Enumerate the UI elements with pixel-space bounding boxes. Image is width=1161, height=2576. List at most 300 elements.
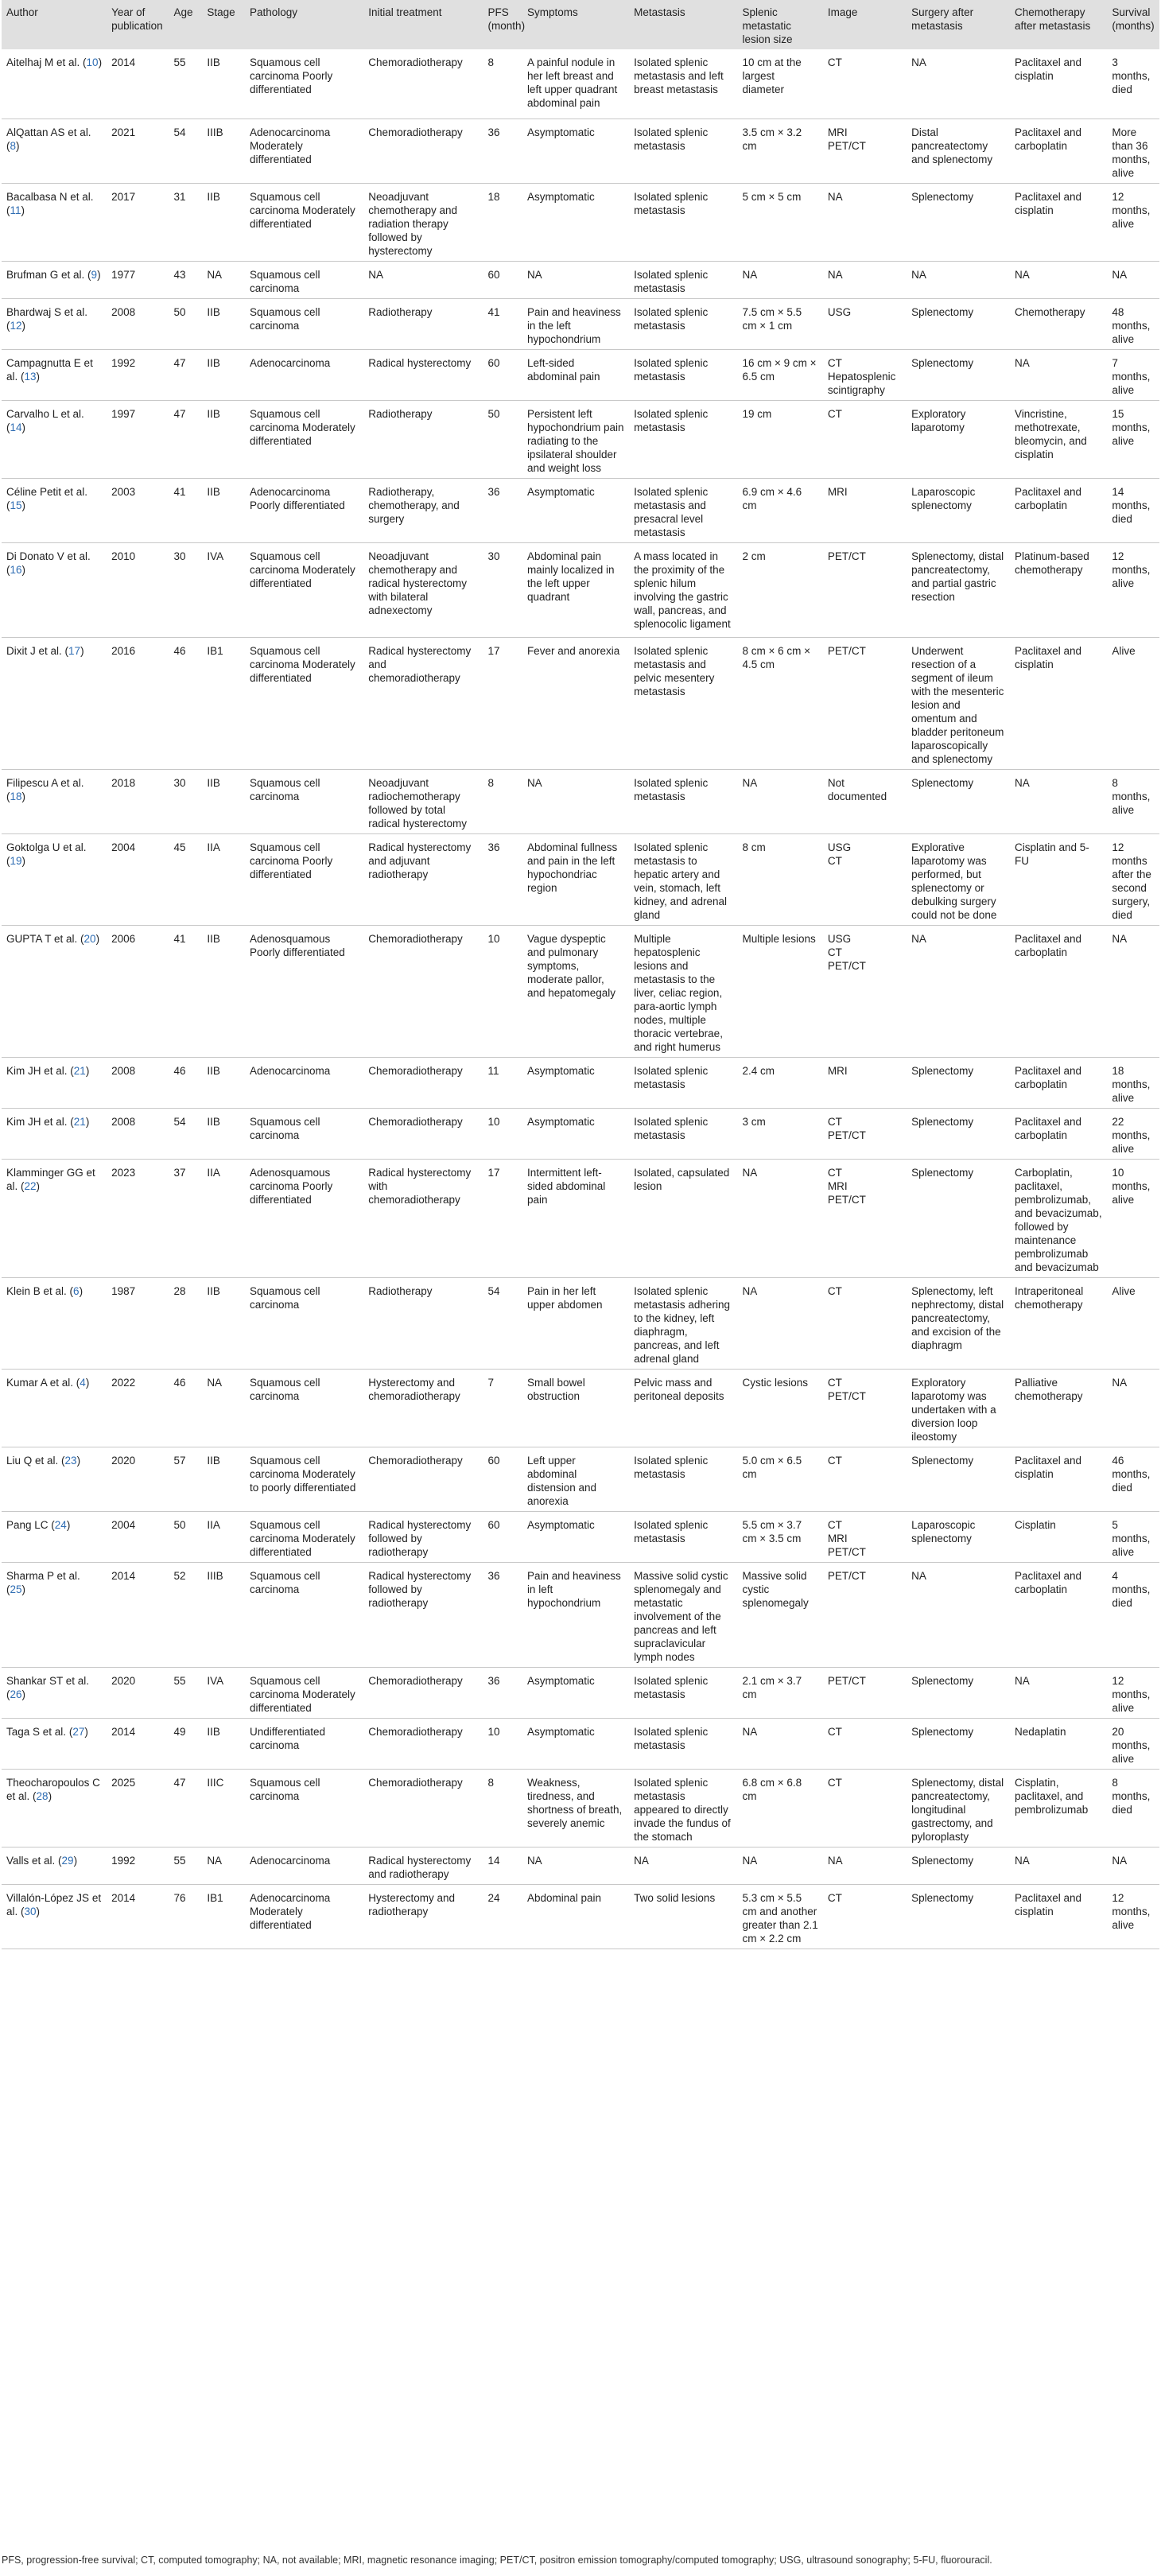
reference-link[interactable]: 23 <box>64 1454 77 1467</box>
cell-surgery: Splenectomy <box>907 349 1010 400</box>
imaging-modality: CT <box>827 1166 842 1179</box>
imaging-modality: CT <box>827 1891 842 1904</box>
column-header: Survival (months) <box>1107 0 1159 49</box>
cell-surgery: Splenectomy, distal pancreatectomy, and partial gastric resection <box>907 542 1010 637</box>
cell-year: 2008 <box>107 1057 169 1108</box>
cell-surgery: Splenectomy <box>907 1159 1010 1277</box>
cell-surgery: Laparoscopic splenectomy <box>907 1511 1010 1562</box>
column-header: Stage <box>202 0 245 49</box>
imaging-modality: CT <box>827 1776 842 1789</box>
cell-initial-treatment: Radical hysterectomy with chemoradiotherapy <box>363 1159 483 1277</box>
cell-author: Kim JH et al. (21) <box>2 1108 107 1159</box>
cell-year: 1997 <box>107 400 169 478</box>
cell-chemo: Cisplatin and 5-FU <box>1010 833 1107 925</box>
cell-stage: IIB <box>202 49 245 119</box>
cell-symptoms: Intermittent left-sided abdominal pain <box>522 1159 629 1277</box>
cell-initial-treatment: Chemoradiotherapy <box>363 925 483 1057</box>
cell-initial-treatment: Chemoradiotherapy <box>363 1057 483 1108</box>
cell-author: Taga S et al. (27) <box>2 1718 107 1769</box>
cell-image <box>823 1159 907 1277</box>
cell-initial-treatment: Chemoradiotherapy <box>363 119 483 183</box>
cell-year: 2010 <box>107 542 169 637</box>
cell-metastasis: Isolated splenic metastasis <box>629 1057 737 1108</box>
cell-author: Klein B et al. (6) <box>2 1277 107 1369</box>
table-row <box>2 119 1159 183</box>
reference-link[interactable]: 29 <box>61 1854 74 1867</box>
cell-initial-treatment: Radiotherapy <box>363 1277 483 1369</box>
cell-stage: IIB <box>202 1447 245 1511</box>
cell-image <box>823 119 907 183</box>
cell-symptoms: NA <box>522 261 629 298</box>
cell-year: 2006 <box>107 925 169 1057</box>
cell-chemo: Chemotherapy <box>1010 298 1107 349</box>
cell-pfs: 8 <box>483 49 522 119</box>
cell-surgery: Splenectomy <box>907 1447 1010 1511</box>
cell-chemo: Carboplatin, paclitaxel, pembrolizumab, and bevacizumab, followed by maintenance pembrolizumab and bevacizumab <box>1010 1159 1107 1277</box>
author-name: Pang LC <box>6 1518 49 1531</box>
reference-link[interactable]: 18 <box>10 790 22 802</box>
imaging-modality: PET/CT <box>827 550 866 562</box>
cell-stage: IIB <box>202 1057 245 1108</box>
cell-stage: IVA <box>202 1667 245 1718</box>
cell-pathology: Squamous cell carcinoma Poorly differentiated <box>245 833 363 925</box>
cell-author: Kumar A et al. (4) <box>2 1369 107 1447</box>
cell-stage: IIB <box>202 400 245 478</box>
cell-image <box>823 1884 907 1949</box>
cell-pathology: Adenocarcinoma <box>245 349 363 400</box>
cell-age: 47 <box>169 400 202 478</box>
reference-link[interactable]: 14 <box>10 421 22 433</box>
cell-age: 47 <box>169 1769 202 1847</box>
imaging-modality: NA <box>827 268 843 281</box>
cell-surgery: NA <box>907 49 1010 119</box>
cell-initial-treatment: Radiotherapy <box>363 400 483 478</box>
cell-pathology: Adenocarcinoma <box>245 1847 363 1884</box>
cell-pfs: 36 <box>483 1667 522 1718</box>
author-name: Carvalho L et al. <box>6 407 84 420</box>
cell-pfs: 7 <box>483 1369 522 1447</box>
reference-link[interactable]: 27 <box>72 1725 85 1738</box>
imaging-modality: PET/CT <box>827 644 866 657</box>
author-name: Klein B et al. <box>6 1284 67 1297</box>
cell-metastasis: Isolated splenic metastasis <box>629 1447 737 1511</box>
cell-metastasis: Isolated splenic metastasis <box>629 400 737 478</box>
imaging-modality: PET/CT <box>827 1389 866 1402</box>
imaging-modality: MRI <box>827 1064 848 1077</box>
cell-symptoms: Weakness, tiredness, and shortness of breath, severely anemic <box>522 1769 629 1847</box>
table-row <box>2 1057 1159 1108</box>
cell-age: 50 <box>169 298 202 349</box>
cell-symptoms: Persistent left hypochondrium pain radiating to the ipsilateral shoulder and weight loss <box>522 400 629 478</box>
author-name: Kim JH et al. <box>6 1115 68 1128</box>
cell-chemo: Intraperitoneal chemotherapy <box>1010 1277 1107 1369</box>
cell-pathology: Squamous cell carcinoma <box>245 298 363 349</box>
cell-year: 1992 <box>107 1847 169 1884</box>
cell-pathology: Squamous cell carcinoma Poorly differentiated <box>245 49 363 119</box>
cell-chemo: NA <box>1010 261 1107 298</box>
cell-survival: 12 months after the second surgery, died <box>1107 833 1159 925</box>
cell-pathology: Squamous cell carcinoma <box>245 1277 363 1369</box>
cell-surgery: Splenectomy, left nephrectomy, distal pancreatectomy, and excision of the diaphragm <box>907 1277 1010 1369</box>
table-container <box>2 0 1159 1949</box>
cell-age: 28 <box>169 1277 202 1369</box>
cell-author: Campagnutta E et al. (13) <box>2 349 107 400</box>
cell-initial-treatment: Radical hysterectomy and adjuvant radiotherapy <box>363 833 483 925</box>
cell-initial-treatment: NA <box>363 261 483 298</box>
imaging-modality: PET/CT <box>827 1569 866 1582</box>
cell-image <box>823 1447 907 1511</box>
cell-pfs: 17 <box>483 637 522 769</box>
cell-stage: IIB <box>202 1108 245 1159</box>
cell-pathology: Squamous cell carcinoma <box>245 261 363 298</box>
cell-author: Liu Q et al. (23) <box>2 1447 107 1511</box>
cell-chemo: Paclitaxel and carboplatin <box>1010 1057 1107 1108</box>
table-row <box>2 298 1159 349</box>
table-row <box>2 1369 1159 1447</box>
reference-link[interactable]: 8 <box>10 139 17 152</box>
table-row <box>2 833 1159 925</box>
cell-author: Brufman G et al. (9) <box>2 261 107 298</box>
cell-author: GUPTA T et al. (20) <box>2 925 107 1057</box>
cell-symptoms: Vague dyspeptic and pulmonary symptoms, moderate pallor, and hepatomegaly <box>522 925 629 1057</box>
cell-image <box>823 1667 907 1718</box>
table-row <box>2 1108 1159 1159</box>
cell-survival: 4 months, died <box>1107 1562 1159 1667</box>
cell-survival: 12 months, alive <box>1107 542 1159 637</box>
cell-size: NA <box>738 1159 823 1277</box>
cell-size: 5.3 cm × 5.5 cm and another greater than 2.1 cm × 2.2 cm <box>738 1884 823 1949</box>
table-row <box>2 1511 1159 1562</box>
cell-survival: 46 months, died <box>1107 1447 1159 1511</box>
cell-year: 1992 <box>107 349 169 400</box>
table-row <box>2 349 1159 400</box>
table-row <box>2 1562 1159 1667</box>
cell-initial-treatment: Radical hysterectomy followed by radiotherapy <box>363 1511 483 1562</box>
cell-pfs: 11 <box>483 1057 522 1108</box>
cell-pfs: 36 <box>483 1562 522 1667</box>
cell-pfs: 24 <box>483 1884 522 1949</box>
author-name: Liu Q et al. <box>6 1454 59 1467</box>
cell-image <box>823 1562 907 1667</box>
cell-age: 46 <box>169 1369 202 1447</box>
cell-age: 41 <box>169 925 202 1057</box>
table-row <box>2 1159 1159 1277</box>
cell-size: NA <box>738 1277 823 1369</box>
cell-age: 43 <box>169 261 202 298</box>
cell-metastasis: Isolated splenic metastasis to hepatic artery and vein, stomach, left kidney, and adrenal gland <box>629 833 737 925</box>
column-header: PFS (month) <box>483 0 522 49</box>
cell-year: 1987 <box>107 1277 169 1369</box>
cell-metastasis: A mass located in the proximity of the splenic hilum involving the gastric wall, pancreas, and splenocolic ligament <box>629 542 737 637</box>
cell-surgery: Splenectomy <box>907 1718 1010 1769</box>
author-name: Goktolga U et al. <box>6 841 87 853</box>
reference-link[interactable]: 17 <box>68 644 81 657</box>
cell-age: 30 <box>169 542 202 637</box>
cell-chemo: Paclitaxel and cisplatin <box>1010 183 1107 261</box>
cell-pfs: 17 <box>483 1159 522 1277</box>
cell-survival: 20 months, alive <box>1107 1718 1159 1769</box>
cell-age: 55 <box>169 1847 202 1884</box>
cell-image <box>823 1369 907 1447</box>
cell-surgery: Splenectomy <box>907 1847 1010 1884</box>
imaging-modality: CT <box>827 854 842 867</box>
cell-stage: IIB <box>202 769 245 833</box>
author-name: Bhardwaj S et al. <box>6 305 88 318</box>
imaging-modality: CT <box>827 946 842 958</box>
cell-surgery: Explorative laparotomy was performed, but splenectomy or debulking surgery could not be done <box>907 833 1010 925</box>
cell-surgery: Splenectomy <box>907 298 1010 349</box>
cell-initial-treatment: Radiotherapy <box>363 298 483 349</box>
cell-metastasis: Isolated splenic metastasis <box>629 1511 737 1562</box>
cell-year: 2016 <box>107 637 169 769</box>
cell-metastasis: Isolated splenic metastasis <box>629 183 737 261</box>
reference-link[interactable]: 24 <box>54 1518 67 1531</box>
table-row <box>2 1277 1159 1369</box>
author-name: Campagnutta E et al. <box>6 356 93 383</box>
column-header: Author <box>2 0 107 49</box>
reference-link[interactable]: 20 <box>83 932 96 945</box>
cell-stage: IIIB <box>202 1562 245 1667</box>
cell-symptoms: Left upper abdominal distension and anorexia <box>522 1447 629 1511</box>
cell-metastasis: Isolated splenic metastasis <box>629 261 737 298</box>
cell-initial-treatment: Chemoradiotherapy <box>363 1667 483 1718</box>
cell-metastasis: Isolated splenic metastasis <box>629 1667 737 1718</box>
cell-year: 2020 <box>107 1667 169 1718</box>
cell-size: 6.9 cm × 4.6 cm <box>738 478 823 542</box>
table-row <box>2 637 1159 769</box>
imaging-modality: NA <box>827 1854 843 1867</box>
cell-age: 55 <box>169 49 202 119</box>
reference-link[interactable]: 19 <box>10 854 22 867</box>
cell-chemo: Paclitaxel and carboplatin <box>1010 1562 1107 1667</box>
reference-link[interactable]: 16 <box>10 563 22 576</box>
cell-image <box>823 637 907 769</box>
cell-initial-treatment: Radical hysterectomy and radiotherapy <box>363 1847 483 1884</box>
cell-metastasis: Two solid lesions <box>629 1884 737 1949</box>
cell-symptoms: Asymptomatic <box>522 183 629 261</box>
imaging-modality: CT <box>827 1376 842 1389</box>
cell-image <box>823 1769 907 1847</box>
cell-image <box>823 1277 907 1369</box>
cell-pathology: Squamous cell carcinoma <box>245 1562 363 1667</box>
cell-size: 19 cm <box>738 400 823 478</box>
reference-link[interactable]: 12 <box>10 319 22 332</box>
cell-survival: NA <box>1107 1369 1159 1447</box>
cell-chemo: NA <box>1010 1667 1107 1718</box>
imaging-modality: CT <box>827 1454 842 1467</box>
cell-pfs: 8 <box>483 1769 522 1847</box>
imaging-modality: MRI <box>827 126 848 138</box>
cell-symptoms: Abdominal pain mainly localized in the left upper quadrant <box>522 542 629 637</box>
cell-pathology: Adenocarcinoma Moderately differentiated <box>245 119 363 183</box>
reference-link[interactable]: 30 <box>24 1905 37 1917</box>
reference-link[interactable]: 21 <box>73 1115 86 1128</box>
cell-author: Pang LC (24) <box>2 1511 107 1562</box>
cell-metastasis: Isolated splenic metastasis <box>629 119 737 183</box>
imaging-modality: CT <box>827 56 842 68</box>
cell-size: 2 cm <box>738 542 823 637</box>
cell-initial-treatment: Chemoradiotherapy <box>363 49 483 119</box>
cell-symptoms: Asymptomatic <box>522 1057 629 1108</box>
cell-size: NA <box>738 1847 823 1884</box>
reference-link[interactable]: 11 <box>10 204 21 216</box>
cell-image <box>823 1108 907 1159</box>
cell-chemo: NA <box>1010 1847 1107 1884</box>
cell-symptoms: Asymptomatic <box>522 119 629 183</box>
cell-author: Aitelhaj M et al. (10) <box>2 49 107 119</box>
cell-chemo: Paclitaxel and cisplatin <box>1010 1447 1107 1511</box>
cell-size: NA <box>738 261 823 298</box>
imaging-modality: CT <box>827 407 842 420</box>
author-name: Filipescu A et al. <box>6 776 84 789</box>
cell-pathology: Squamous cell carcinoma Moderately differentiated <box>245 400 363 478</box>
cell-surgery: Exploratory laparotomy was undertaken with a diversion loop ileostomy <box>907 1369 1010 1447</box>
table-row <box>2 183 1159 261</box>
cell-pathology: Squamous cell carcinoma Moderately differentiated <box>245 1511 363 1562</box>
imaging-modality: CT <box>827 1725 842 1738</box>
cell-metastasis: NA <box>629 1847 737 1884</box>
cell-author: Bhardwaj S et al. (12) <box>2 298 107 349</box>
cell-image <box>823 1057 907 1108</box>
cell-image <box>823 1847 907 1884</box>
author-name: Kumar A et al. <box>6 1376 74 1389</box>
imaging-modality: MRI <box>827 1179 848 1192</box>
author-name: Céline Petit et al. <box>6 485 88 498</box>
cell-metastasis: Isolated splenic metastasis <box>629 1108 737 1159</box>
cell-age: 52 <box>169 1562 202 1667</box>
reference-link[interactable]: 28 <box>36 1789 49 1802</box>
cell-pathology: Squamous cell carcinoma <box>245 769 363 833</box>
column-header: Year of publication <box>107 0 169 49</box>
cell-initial-treatment: Hysterectomy and radiotherapy <box>363 1884 483 1949</box>
cell-surgery: Splenectomy <box>907 1108 1010 1159</box>
imaging-modality: PET/CT <box>827 1674 866 1687</box>
cell-image <box>823 833 907 925</box>
cell-stage: IB1 <box>202 637 245 769</box>
cell-pfs: 60 <box>483 1511 522 1562</box>
cell-pathology: Adenosquamous Poorly differentiated <box>245 925 363 1057</box>
imaging-modality: CT <box>827 356 842 369</box>
imaging-modality: CT <box>827 1284 842 1297</box>
cell-author: Kim JH et al. (21) <box>2 1057 107 1108</box>
cell-chemo: Paclitaxel and carboplatin <box>1010 478 1107 542</box>
cell-author: Theocharopoulos C et al. (28) <box>2 1769 107 1847</box>
cell-year: 2008 <box>107 1108 169 1159</box>
cell-surgery: Exploratory laparotomy <box>907 400 1010 478</box>
author-name: Di Donato V et al. <box>6 550 91 562</box>
cell-pathology: Squamous cell carcinoma Moderately differentiated <box>245 1667 363 1718</box>
author-name: AlQattan AS et al. <box>6 126 91 138</box>
reference-link[interactable]: 25 <box>10 1583 22 1595</box>
cell-survival: Alive <box>1107 637 1159 769</box>
imaging-modality: USG <box>827 841 852 853</box>
cell-chemo: NA <box>1010 349 1107 400</box>
cell-age: 55 <box>169 1667 202 1718</box>
cell-size: 5.0 cm × 6.5 cm <box>738 1447 823 1511</box>
cell-stage: IIA <box>202 833 245 925</box>
cell-pathology: Squamous cell carcinoma Moderately to poorly differentiated <box>245 1447 363 1511</box>
cell-pfs: 10 <box>483 925 522 1057</box>
cell-pfs: 36 <box>483 119 522 183</box>
column-header: Splenic metastatic lesion size <box>738 0 823 49</box>
table-row <box>2 1667 1159 1718</box>
cell-image <box>823 400 907 478</box>
reference-link[interactable]: 15 <box>10 499 22 511</box>
imaging-modality: Not documented <box>827 776 887 802</box>
cell-stage: IIA <box>202 1511 245 1562</box>
cell-metastasis: Isolated splenic metastasis and pelvic mesentery metastasis <box>629 637 737 769</box>
cell-stage: NA <box>202 261 245 298</box>
cell-age: 45 <box>169 833 202 925</box>
reference-link[interactable]: 6 <box>73 1284 80 1297</box>
cell-metastasis: Isolated splenic metastasis <box>629 769 737 833</box>
reference-link[interactable]: 4 <box>80 1376 86 1389</box>
cell-size: 7.5 cm × 5.5 cm × 1 cm <box>738 298 823 349</box>
cell-year: 2025 <box>107 1769 169 1847</box>
cell-size: Massive solid cystic splenomegaly <box>738 1562 823 1667</box>
cell-chemo: Paclitaxel and cisplatin <box>1010 49 1107 119</box>
column-header: Pathology <box>245 0 363 49</box>
cell-chemo: Paclitaxel and carboplatin <box>1010 119 1107 183</box>
cell-size: 10 cm at the largest diameter <box>738 49 823 119</box>
cell-survival: More than 36 months, alive <box>1107 119 1159 183</box>
cell-year: 2021 <box>107 119 169 183</box>
imaging-modality: PET/CT <box>827 1545 866 1558</box>
cell-survival: 15 months, alive <box>1107 400 1159 478</box>
cell-symptoms: Asymptomatic <box>522 1511 629 1562</box>
cell-surgery: Splenectomy <box>907 1057 1010 1108</box>
cell-author: Shankar ST et al. (26) <box>2 1667 107 1718</box>
cell-initial-treatment: Radical hysterectomy <box>363 349 483 400</box>
cell-stage: IIIB <box>202 119 245 183</box>
column-header: Symptoms <box>522 0 629 49</box>
cell-age: 49 <box>169 1718 202 1769</box>
cell-survival: Alive <box>1107 1277 1159 1369</box>
cell-pathology: Squamous cell carcinoma Moderately differentiated <box>245 542 363 637</box>
cell-pfs: 36 <box>483 833 522 925</box>
cell-pathology: Squamous cell carcinoma Moderately differentiated <box>245 637 363 769</box>
imaging-modality: Hepatosplenic scintigraphy <box>827 370 896 396</box>
cell-year: 2014 <box>107 1718 169 1769</box>
table-row <box>2 1769 1159 1847</box>
reference-link[interactable]: 10 <box>86 56 99 68</box>
reference-link[interactable]: 22 <box>24 1179 37 1192</box>
cell-pfs: 41 <box>483 298 522 349</box>
cell-author: Dixit J et al. (17) <box>2 637 107 769</box>
reference-link[interactable]: 21 <box>73 1064 86 1077</box>
cell-survival: 18 months, alive <box>1107 1057 1159 1108</box>
reference-link[interactable]: 9 <box>91 268 98 281</box>
reference-link[interactable]: 13 <box>24 370 37 383</box>
cell-surgery: Splenectomy, distal pancreatectomy, longitudinal gastrectomy, and pyloroplasty <box>907 1769 1010 1847</box>
imaging-modality: PET/CT <box>827 959 866 972</box>
imaging-modality: PET/CT <box>827 1193 866 1206</box>
table-row <box>2 925 1159 1057</box>
cell-chemo: NA <box>1010 769 1107 833</box>
author-name: Theocharopoulos C et al. <box>6 1776 100 1802</box>
column-header: Image <box>823 0 907 49</box>
cell-symptoms: Asymptomatic <box>522 478 629 542</box>
cell-metastasis: Multiple hepatosplenic lesions and metastasis to the liver, celiac region, para-aortic lymph nodes, multiple thoracic vertebrae, and right humerus <box>629 925 737 1057</box>
cell-surgery: Underwent resection of a segment of ileum with the mesenteric lesion and omentum and bladder peritoneum laparoscopically and splenectomy <box>907 637 1010 769</box>
cell-age: 54 <box>169 1108 202 1159</box>
author-name: Brufman G et al. <box>6 268 85 281</box>
reference-link[interactable]: 26 <box>10 1688 22 1700</box>
cell-pathology: Adenocarcinoma Moderately differentiated <box>245 1884 363 1949</box>
imaging-modality: MRI <box>827 1532 848 1544</box>
column-header: Initial treatment <box>363 0 483 49</box>
cell-metastasis: Isolated splenic metastasis <box>629 298 737 349</box>
